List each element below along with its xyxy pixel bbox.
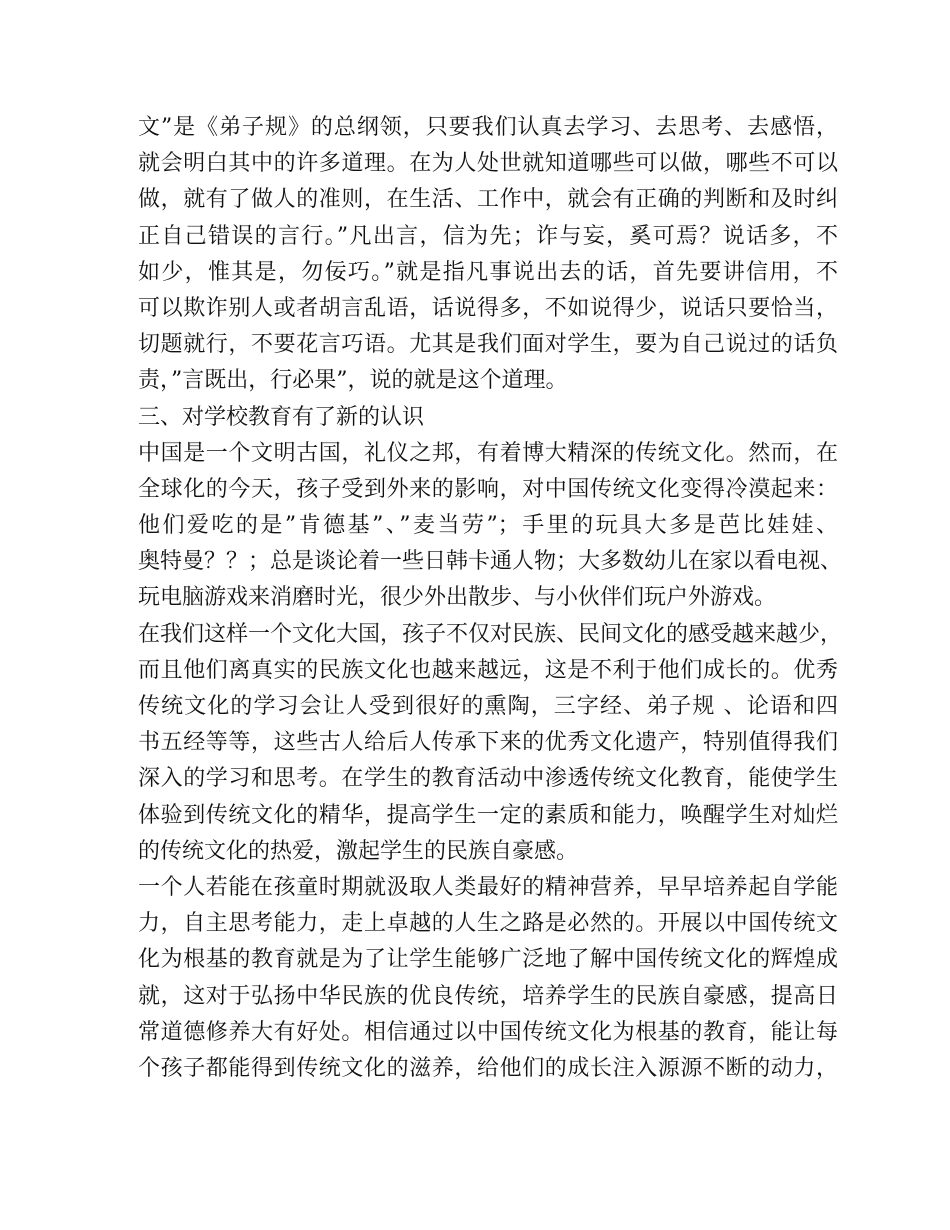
section-heading: 三、对学校教育有了新的认识 (138, 404, 425, 430)
text-line: 他们爱吃的是”肯德基”、”麦当劳”；手里的玩具大多是芭比娃娃、 (138, 513, 838, 539)
text-line: 责，”言既出，行必果”，说的就是这个道理。 (138, 368, 568, 394)
text-line: 做，就有了做人的准则，在生活、工作中，就会有正确的判断和及时纠 (138, 187, 838, 213)
text-line: 而且他们离真实的民族文化也越来越远，这是不利于他们成长的。优秀 (138, 657, 838, 683)
text-line: 可以欺诈别人或者胡言乱语，话说得多，不如说得少，说话只要恰当， (138, 295, 838, 321)
text-line: 正自己错误的言行。”凡出言，信为先；诈与妄，奚可焉？说话多，不 (138, 223, 838, 249)
document-page (138, 110, 843, 1087)
text-line: 中国是一个文明古国，礼仪之邦，有着博大精深的传统文化。然而，在 (138, 440, 838, 466)
text-line: 全球化的今天，孩子受到外来的影响，对中国传统文化变得冷漠起来： (138, 476, 838, 502)
text-line: 书五经等等，这些古人给后人传承下来的优秀文化遗产，特别值得我们 (138, 730, 838, 756)
text-line: 奥特曼？？；总是谈论着一些日韩卡通人物；大多数幼儿在家以看电视、 (138, 549, 843, 575)
text-line: 个孩子都能得到传统文化的滋养，给他们的成长注入源源不断的动力， (138, 1055, 838, 1081)
text-line: 的传统文化的热爱，激起学生的民族自豪感。 (138, 838, 579, 864)
text-line: 文”是《弟子规》的总纲领，只要我们认真去学习、去思考、去感悟， (138, 115, 838, 140)
document-body (138, 110, 843, 1087)
text-line: 玩电脑游戏来消磨时光，很少外出散步、与小伙伴们玩户外游戏。 (138, 585, 777, 611)
text-line: 一个人若能在孩童时期就汲取人类最好的精神营养，早早培养起自学能 (138, 874, 838, 900)
text-line: 体验到传统文化的精华，提高学生一定的素质和能力，唤醒学生对灿烂 (138, 802, 838, 828)
text-line: 常道德修养大有好处。相信通过以中国传统文化为根基的教育，能让每 (138, 1019, 838, 1045)
text-line: 化为根基的教育就是为了让学生能够广泛地了解中国传统文化的辉煌成 (138, 947, 838, 973)
text-line: 在我们这样一个文化大国，孩子不仅对民族、民间文化的感受越来越少， (138, 621, 843, 647)
text-line: 深入的学习和思考。在学生的教育活动中渗透传统文化教育，能使学生 (138, 766, 838, 792)
text-line: 传统文化的学习会让人受到很好的熏陶，三字经、弟子规 、论语和四 (138, 694, 838, 719)
text-line: 就会明白其中的许多道理。在为人处世就知道哪些可以做，哪些不可以 (138, 151, 838, 177)
text-line: 如少，惟其是，勿佞巧。”就是指凡事说出去的话，首先要讲信用，不 (138, 259, 838, 285)
text-line: 就，这对于弘扬中华民族的优良传统，培养学生的民族自豪感，提高日 (138, 983, 838, 1009)
text-line: 切题就行，不要花言巧语。尤其是我们面对学生，要为自己说过的话负 (138, 332, 838, 358)
text-line: 力，自主思考能力，走上卓越的人生之路是必然的。开展以中国传统文 (138, 911, 838, 937)
